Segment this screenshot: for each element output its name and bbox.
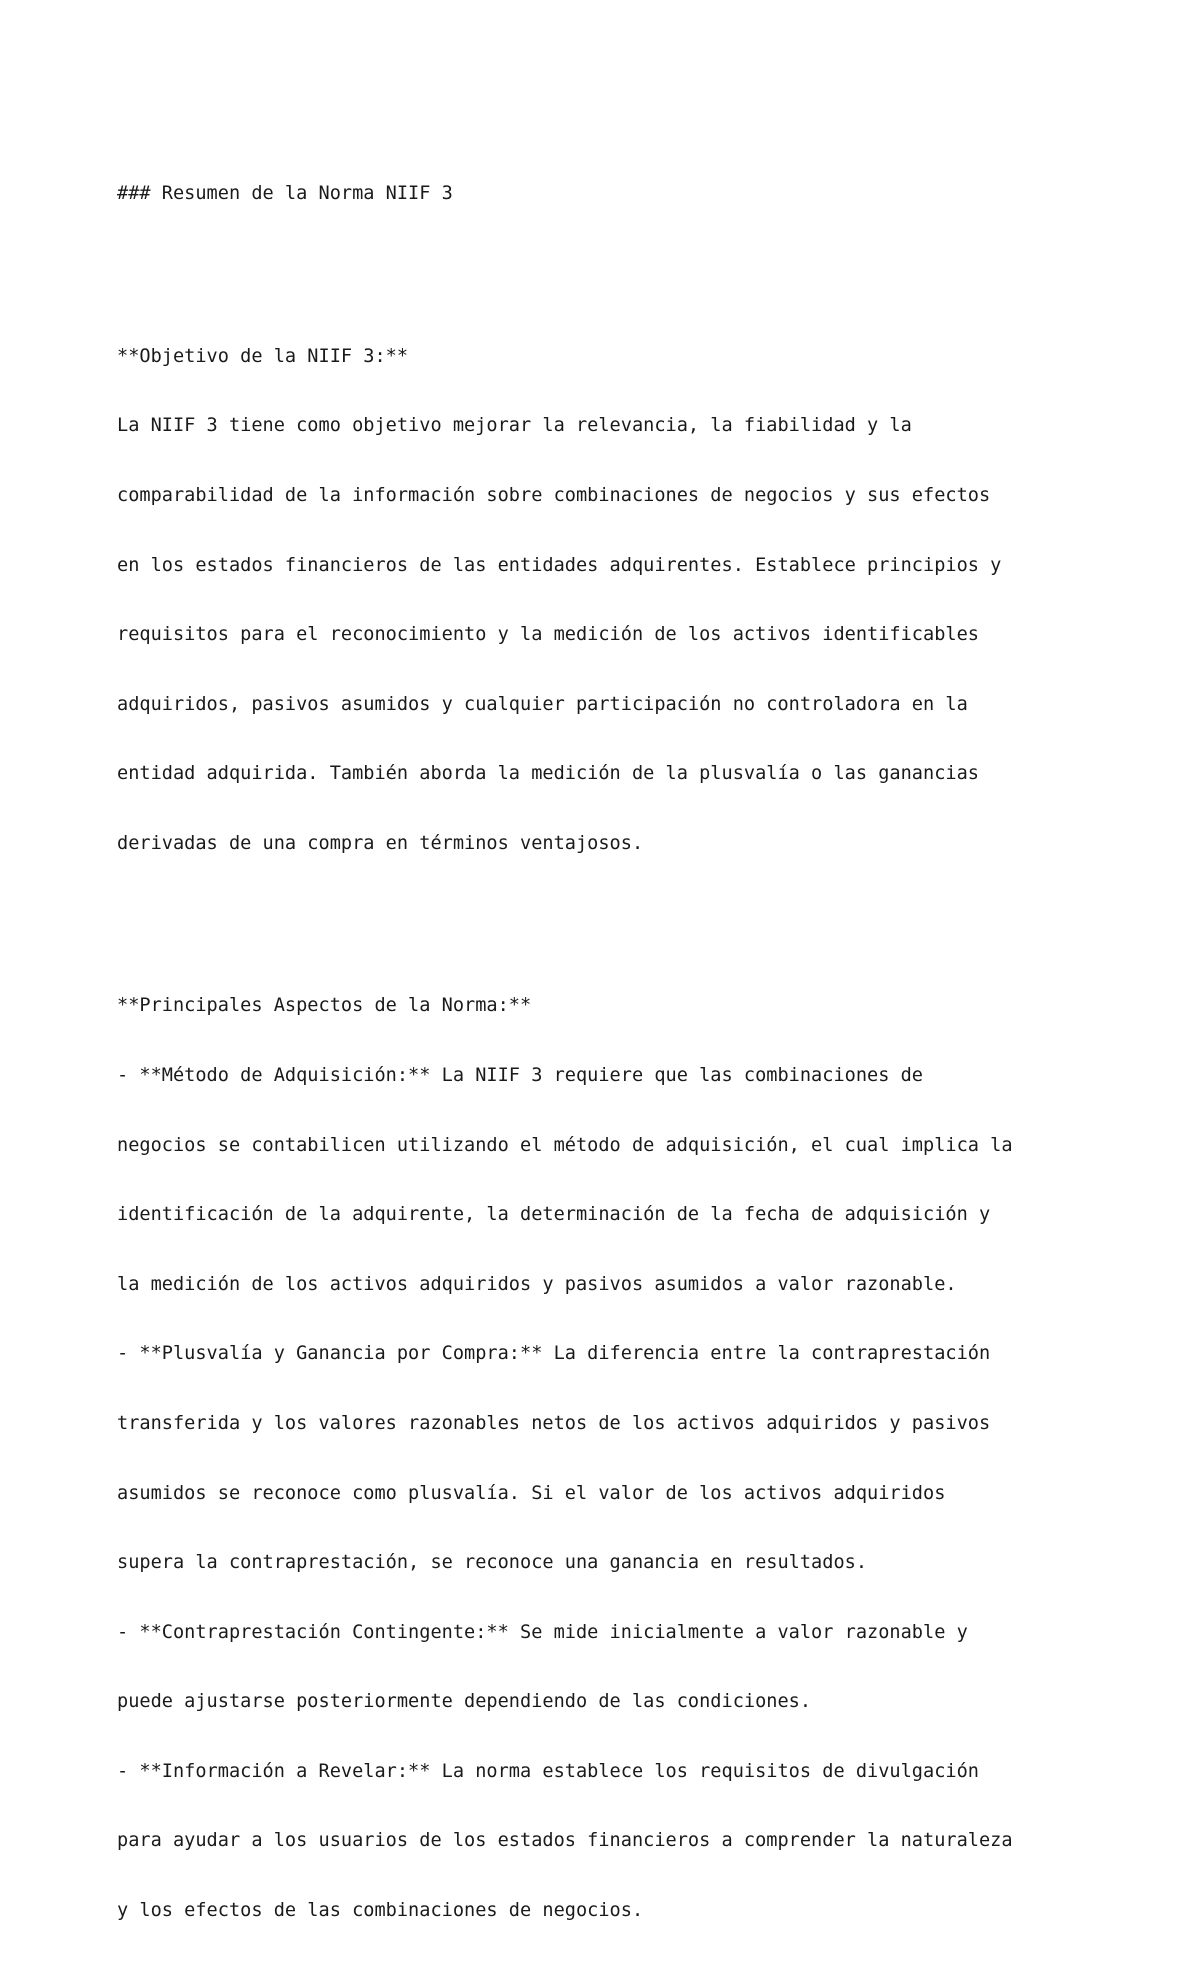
aspects-line: para ayudar a los usuarios de los estados financieros a comprender la naturaleza [117, 1830, 1013, 1852]
aspects-line: negocios se contabilicen utilizando el método de adquisición, el cual implica la [117, 1134, 1013, 1156]
objective-line: entidad adquirida. También aborda la medición de la plusvalía o las ganancias [117, 763, 979, 785]
aspects-line: - **Método de Adquisición:** La NIIF 3 requiere que las combinaciones de [117, 1064, 923, 1086]
aspects-line: - **Contraprestación Contingente:** Se mide inicialmente a valor razonable y [117, 1621, 968, 1643]
aspects-line: transferida y los valores razonables netos de los activos adquiridos y pasivos [117, 1412, 991, 1434]
aspects-line: identificación de la adquirente, la determinación de la fecha de adquisición y [117, 1204, 991, 1226]
aspects-line: - **Información a Revelar:** La norma establece los requisitos de divulgación [117, 1760, 979, 1782]
blank-line [117, 252, 1117, 275]
objective-line: La NIIF 3 tiene como objetivo mejorar la relevancia, la fiabilidad y la [117, 415, 912, 437]
document-text [117, 136, 1117, 1969]
aspects-line: y los efectos de las combinaciones de negocios. [117, 1900, 644, 1922]
aspects-line: supera la contraprestación, se reconoce una ganancia en resultados. [117, 1552, 868, 1574]
aspects-title: **Principales Aspectos de la Norma:** [117, 995, 532, 1017]
aspects-line: asumidos se reconoce como plusvalía. Si el valor de los activos adquiridos [117, 1482, 946, 1504]
document-heading: ### Resumen de la Norma NIIF 3 [117, 183, 453, 205]
objective-line: derivadas de una compra en términos ventajosos. [117, 832, 644, 854]
blank-line [117, 902, 1117, 925]
objective-line: comparabilidad de la información sobre combinaciones de negocios y sus efectos [117, 484, 991, 506]
aspects-line: la medición de los activos adquiridos y pasivos asumidos a valor razonable. [117, 1273, 957, 1295]
objective-line: en los estados financieros de las entidades adquirentes. Establece principios y [117, 554, 1002, 576]
aspects-line: puede ajustarse posteriormente dependiendo de las condiciones. [117, 1691, 812, 1713]
objective-line: requisitos para el reconocimiento y la medición de los activos identificables [117, 624, 979, 646]
objective-line: adquiridos, pasivos asumidos y cualquier participación no controladora en la [117, 693, 968, 715]
objective-title: **Objetivo de la NIIF 3:** [117, 345, 409, 367]
aspects-line: - **Plusvalía y Ganancia por Compra:** La diferencia entre la contraprestación [117, 1343, 991, 1365]
